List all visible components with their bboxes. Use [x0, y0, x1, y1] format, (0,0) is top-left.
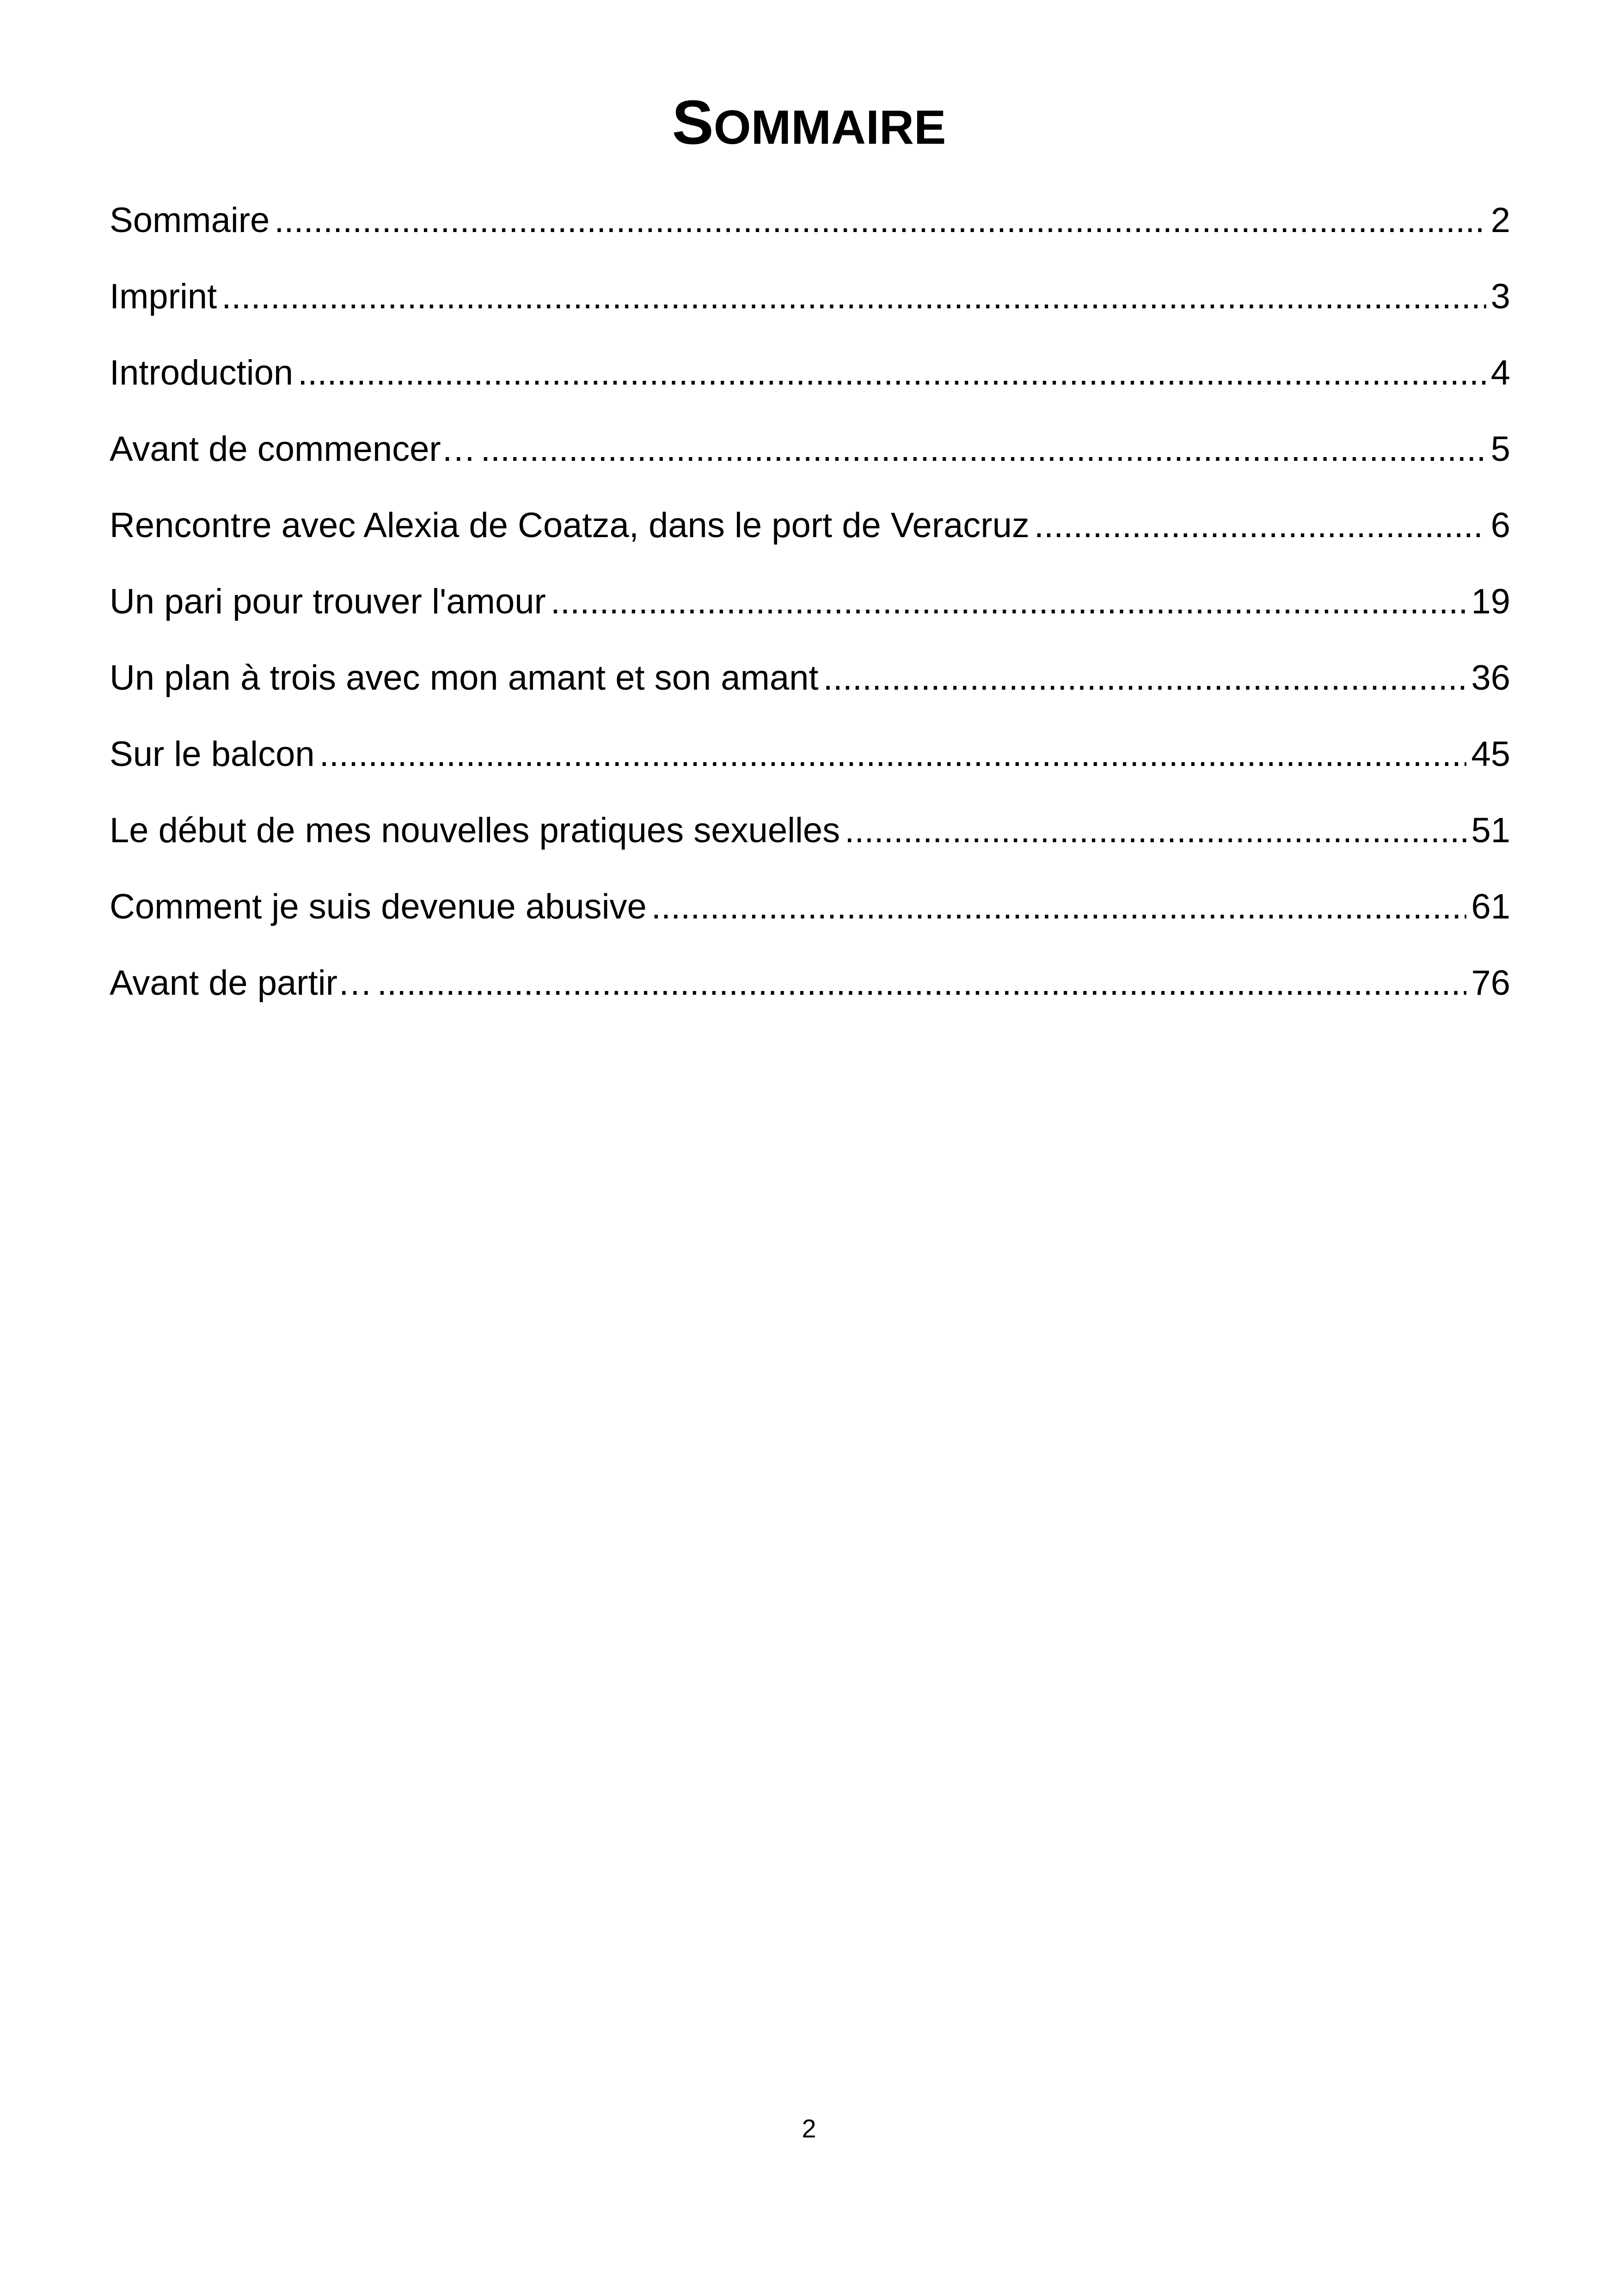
- toc-entry-label: Le début de mes nouvelles pratiques sexuelles: [110, 811, 840, 850]
- footer-page-number: 2: [802, 2114, 816, 2143]
- toc-entry[interactable]: [110, 882, 1510, 958]
- toc-entry-label: Avant de partir…: [110, 963, 373, 1003]
- toc-dot-leader: [651, 882, 1467, 932]
- toc-entry-page: 5: [1490, 429, 1510, 469]
- toc-entry-label: Rencontre avec Alexia de Coatza, dans le port de Veracruz: [110, 506, 1030, 545]
- toc-entry-label: Un plan à trois avec mon amant et son amant: [110, 658, 819, 698]
- toc-entry-label: Avant de commencer…: [110, 429, 476, 469]
- toc-entry-page: 6: [1490, 506, 1510, 545]
- toc-entry-page: 4: [1490, 353, 1510, 392]
- toc-entry[interactable]: [110, 271, 1510, 348]
- toc-entry-label: Introduction: [110, 353, 294, 392]
- toc-dot-leader: [377, 958, 1467, 1009]
- table-of-contents: [110, 195, 1510, 1034]
- toc-entry-page: 2: [1490, 201, 1510, 240]
- toc-entry-label: Sommaire: [110, 201, 270, 240]
- toc-dot-leader: [845, 805, 1466, 856]
- toc-dot-leader: [221, 271, 1486, 322]
- toc-entry[interactable]: [110, 424, 1510, 500]
- toc-entry[interactable]: [110, 348, 1510, 424]
- toc-dot-leader: [274, 195, 1486, 246]
- toc-entry-page: 76: [1471, 963, 1510, 1003]
- toc-dot-leader: [1034, 500, 1486, 551]
- toc-entry-page: 61: [1471, 887, 1510, 926]
- toc-entry-page: 45: [1471, 735, 1510, 774]
- toc-entry[interactable]: [110, 805, 1510, 882]
- toc-dot-leader: [823, 653, 1466, 704]
- page-title: [0, 87, 1618, 160]
- toc-entry-page: 3: [1490, 277, 1510, 316]
- toc-entry[interactable]: [110, 958, 1510, 1034]
- toc-dot-leader: [551, 576, 1467, 627]
- toc-entry-label: Un pari pour trouver l'amour: [110, 582, 546, 621]
- page-title-first-letter: S: [672, 87, 714, 157]
- toc-dot-leader: [319, 729, 1467, 780]
- toc-entry[interactable]: [110, 195, 1510, 271]
- toc-entry-label: Comment je suis devenue abusive: [110, 887, 647, 926]
- toc-entry-label: Imprint: [110, 277, 217, 316]
- toc-entry[interactable]: [110, 729, 1510, 805]
- page-title-rest: OMMAIRE: [713, 101, 946, 154]
- toc-entry[interactable]: [110, 500, 1510, 576]
- toc-entry[interactable]: [110, 653, 1510, 729]
- toc-entry[interactable]: [110, 576, 1510, 653]
- toc-dot-leader: [481, 424, 1486, 475]
- toc-entry-page: 51: [1471, 811, 1510, 850]
- toc-entry-label: Sur le balcon: [110, 735, 315, 774]
- toc-entry-page: 19: [1471, 582, 1510, 621]
- toc-dot-leader: [298, 348, 1486, 398]
- toc-entry-page: 36: [1471, 658, 1510, 698]
